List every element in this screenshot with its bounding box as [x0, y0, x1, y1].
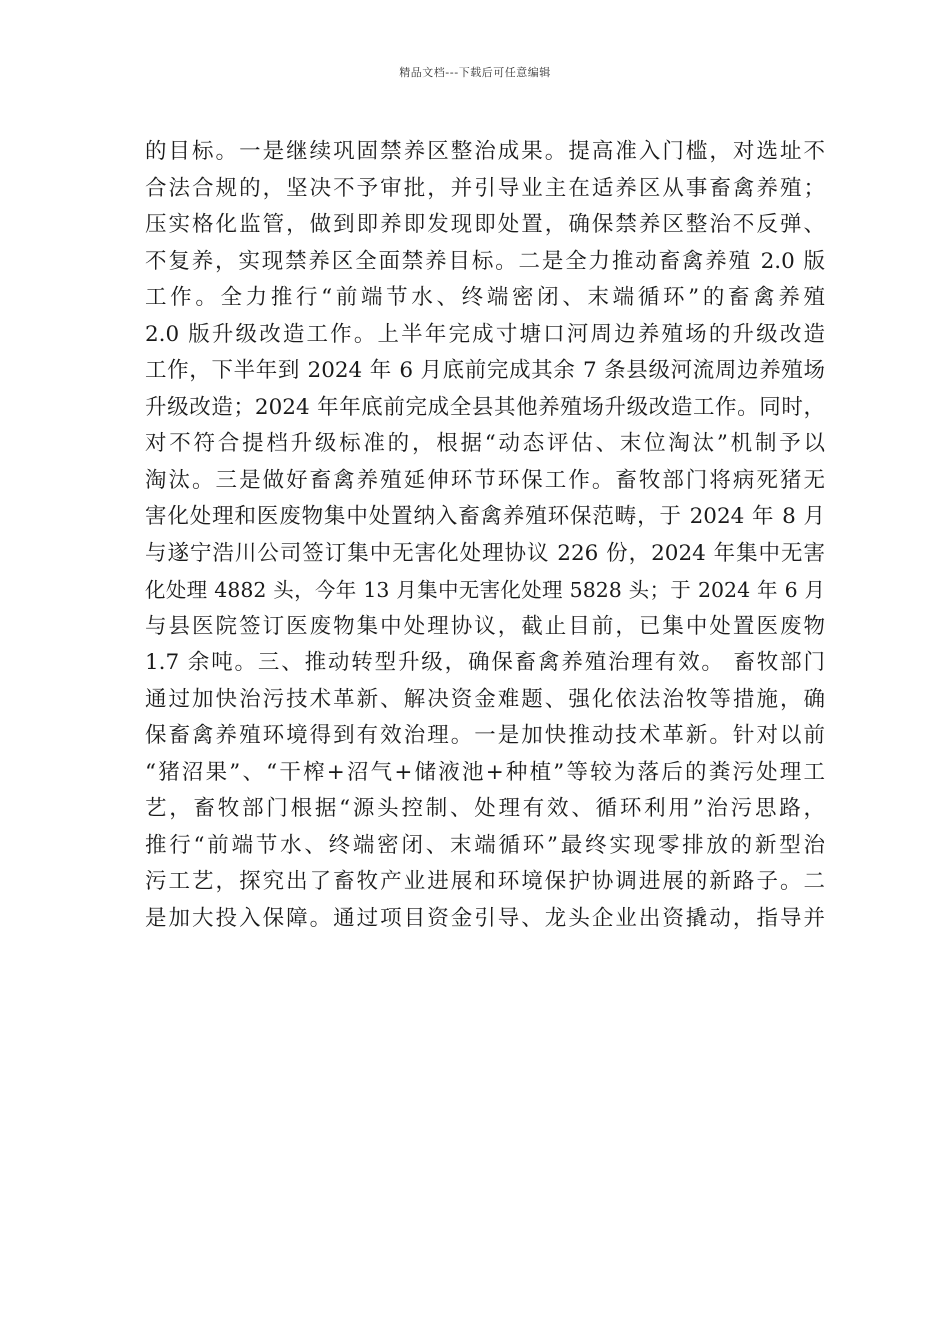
text-line: 与县医院签订医废物集中处理协议，截止目前，已集中处置医废物 [145, 613, 825, 639]
text-line: 1.7 余吨。三、推动转型升级，确保畜禽养殖治理有效。 畜牧部门 [145, 650, 825, 675]
text-line: 对不符合提档升级标准的，根据“动态评估、末位淘汰”机制予以 [145, 431, 825, 456]
text-line: 升级改造；2024 年年底前完成全县其他养殖场升级改造工作。同时， [145, 394, 825, 420]
text-line: 艺，畜牧部门根据“源头控制、处理有效、循环利用”治污思路， [145, 796, 825, 821]
text-line: 工作。全力推行“前端节水、终端密闭、末端循环”的畜禽养殖 [145, 285, 825, 310]
body-text [145, 134, 825, 937]
text-line: 的目标。一是继续巩固禁养区整治成果。提高准入门槛，对选址不 [145, 139, 825, 164]
text-line: 保畜禽养殖环境得到有效治理。一是加快推动技术革新。针对以前 [145, 723, 825, 748]
text-line: 化处理 4882 头，今年 13 月集中无害化处理 5828 头；于 2024 年 6 月 [145, 578, 825, 602]
text-line: 害化处理和医废物集中处置纳入畜禽养殖环保范畴，于 2024 年 8 月 [145, 504, 825, 529]
page-header: 精品文档---下载后可任意编辑 [399, 66, 551, 79]
text-line: 污工艺，探究出了畜牧产业进展和环境保护协调进展的新路子。二 [145, 869, 825, 894]
text-line: 推行“前端节水、终端密闭、末端循环”最终实现零排放的新型治 [145, 832, 825, 858]
text-line: 与遂宁浩川公司签订集中无害化处理协议 226 份，2024 年集中无害 [145, 540, 825, 566]
text-line: 合法合规的，坚决不予审批，并引导业主在适养区从事畜禽养殖； [145, 175, 825, 201]
text-line: 压实格化监管，做到即养即发现即处置，确保禁养区整治不反弹、 [145, 212, 825, 237]
text-line: “猪沼果”、“干榨+沼气+储液池+种植”等较为落后的粪污处理工 [145, 759, 825, 785]
text-line: 不复养，实现禁养区全面禁养目标。二是全力推动畜禽养殖 2.0 版 [145, 248, 825, 274]
text-line: 2.0 版升级改造工作。上半年完成寸塘口河周边养殖场的升级改造 [145, 321, 825, 347]
text-line: 工作，下半年到 2024 年 6 月底前完成其余 7 条县级河流周边养殖场 [145, 358, 825, 383]
text-line: 是加大投入保障。通过项目资金引导、龙头企业出资撬动，指导并 [145, 905, 825, 931]
text-line: 通过加快治污技术革新、解决资金难题、强化依法治牧等措施，确 [145, 686, 825, 712]
text-line: 淘汰。三是做好畜禽养殖延伸环节环保工作。畜牧部门将病死猪无 [145, 467, 825, 493]
